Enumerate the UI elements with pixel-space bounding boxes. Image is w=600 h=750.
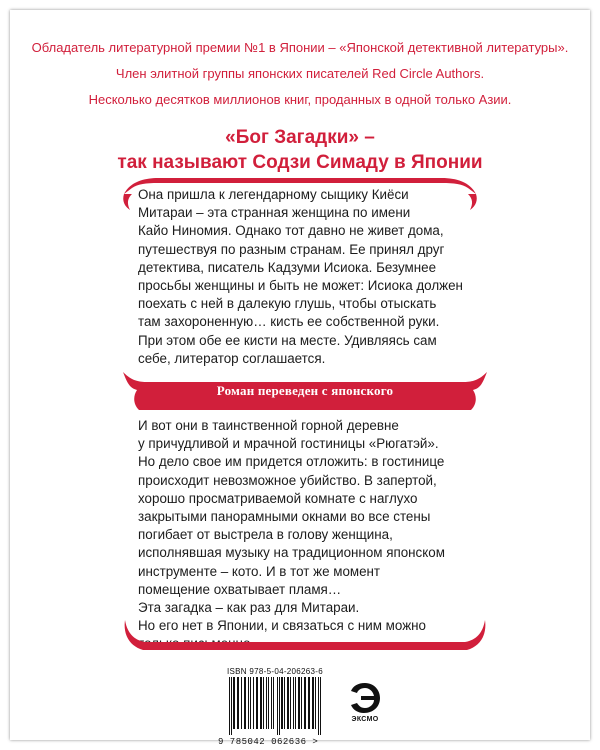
barcode-bar — [281, 677, 283, 729]
barcode-bar — [268, 677, 269, 729]
eksmo-logo-icon — [347, 679, 383, 733]
paragraph-line: Она пришла к легендарному сыщику Киёси — [138, 187, 409, 202]
paragraph-line: закрытыми панорамными окнами во все стены — [138, 509, 431, 525]
headline-subtitle: так называют Содзи Симаду в Японии — [117, 152, 483, 173]
barcode-bar — [295, 677, 296, 729]
paragraph-line: детектива, писатель Кадзуми Исиока. Безумнее — [138, 259, 437, 275]
translation-note: Роман переведен с японского — [216, 383, 394, 398]
paragraph-line: Но дело свое им придется отложить: в гостинице — [138, 454, 445, 470]
isbn-label: ISBN 978-5-04-206263-6 — [227, 667, 323, 676]
paragraph-line: путешествуя по разным странам. Ее принял друг — [138, 241, 445, 257]
paragraph-line: происходит невозможное убийство. В запертой, — [138, 472, 437, 488]
barcode-bar — [250, 677, 251, 729]
barcode-bar — [266, 677, 267, 729]
barcode-bar — [315, 677, 316, 729]
paragraph-line: себе, литератор соглашается. — [138, 350, 326, 366]
barcode-bar — [237, 677, 239, 729]
barcode-bar — [318, 677, 319, 735]
bottom-frame-ornament — [123, 620, 487, 660]
paragraph-line: При этом обе ее кисти на месте. Удивляясь сам — [138, 332, 437, 348]
paragraph-line: хорошо просматриваемой комнате с наглухо — [138, 490, 418, 506]
barcode-bar — [304, 677, 306, 729]
barcode-bar — [248, 677, 249, 729]
barcode-bar — [320, 677, 321, 735]
barcode-bar — [244, 677, 246, 729]
barcode-bar — [263, 677, 264, 729]
barcode-bar — [231, 677, 232, 735]
paragraph-line: И вот они в таинственной горной деревне — [138, 418, 399, 433]
publisher-name: ЭКСМО — [351, 716, 379, 723]
paragraph-line: погибает от выстрела в голову женщина, — [138, 527, 393, 543]
promo-line-sales: Несколько десятков миллионов книг, проданных в одной только Азии. — [88, 92, 512, 107]
paragraph-line: просьбы женщины и быть не может: Исиока должен — [138, 278, 463, 294]
description-paragraph-1 — [138, 186, 468, 368]
headline-title: «Бог Загадки» – — [225, 127, 375, 148]
paragraph-line: у причудливой и мрачной гостиницы «Рюгатэй». — [138, 436, 439, 452]
barcode-bar — [256, 677, 258, 729]
barcode-bar — [293, 677, 294, 729]
barcode-bar — [298, 677, 300, 729]
barcode-bar — [253, 677, 254, 729]
barcode-bar — [287, 677, 289, 729]
paragraph-line: Кайо Ниномия. Однако тот давно не живет дома, — [138, 223, 444, 239]
paragraph-line: Эта загадка – как раз для Митараи. — [138, 600, 360, 616]
barcode-bar — [271, 677, 272, 729]
barcode-bar — [284, 677, 285, 729]
barcode-bar — [279, 677, 280, 735]
promo-line-membership: Член элитной группы японских писателей Red Circle Authors. — [115, 66, 485, 81]
paragraph-line: поехать с ней в далекую глушь, чтобы отыскать — [138, 296, 437, 312]
promo-line-award: Обладатель литературной премии №1 в Японии – «Японской детективной литературы». — [31, 40, 569, 55]
paragraph-line: Митараи – эта странная женщина по имени — [138, 205, 411, 221]
barcode — [225, 677, 333, 735]
paragraph-line: Но его нет в Японии, и связаться с ним можно — [138, 618, 426, 634]
barcode-bar — [312, 677, 314, 729]
paragraph-line: исполнявшая музыку на традиционном японском — [138, 545, 445, 561]
barcode-bar — [241, 677, 242, 729]
barcode-bar — [260, 677, 262, 729]
paragraph-line: инструменте – кото. И в тот же момент — [138, 563, 381, 579]
barcode-bar — [233, 677, 235, 729]
paragraph-line: помещение охватывает пламя… — [138, 581, 342, 597]
barcode-bar — [229, 677, 230, 735]
barcode-bar — [277, 677, 278, 735]
barcode-bar — [308, 677, 310, 729]
barcode-bar — [301, 677, 302, 729]
paragraph-line: там захороненную… кисть ее собственной руки. — [138, 314, 440, 330]
barcode-bar — [290, 677, 291, 729]
barcode-bar — [273, 677, 274, 729]
barcode-digits: 9 785042 062636 > — [218, 737, 319, 747]
book-back-cover — [10, 10, 590, 747]
description-paragraph-2 — [138, 417, 468, 654]
